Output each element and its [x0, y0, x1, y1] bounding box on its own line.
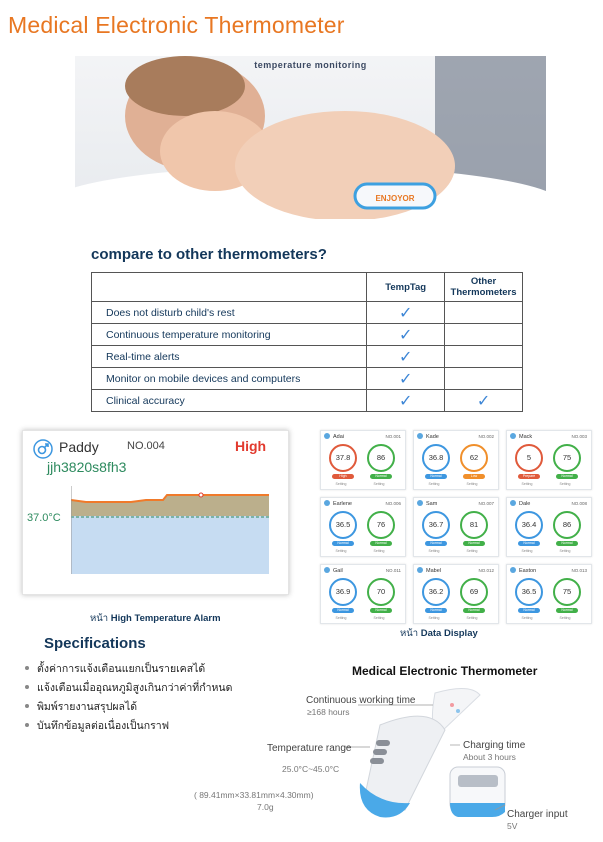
other-check: [445, 346, 523, 368]
hero-image: [75, 56, 546, 219]
temptag-check: ✓: [367, 346, 445, 368]
temptag-check: ✓: [367, 302, 445, 324]
patient-data-card[interactable]: [413, 497, 499, 557]
setting-link[interactable]: Setting: [335, 482, 347, 486]
humidity-gauge: 69: [460, 578, 488, 606]
bullet-icon: [25, 723, 29, 727]
temperature-gauge: 36.7: [422, 511, 450, 539]
setting-link[interactable]: Setting: [466, 482, 478, 486]
patient-data-card[interactable]: [506, 497, 592, 557]
humidity-gauge: 86: [367, 444, 395, 472]
card-number: NO.011: [385, 568, 401, 573]
setting-link[interactable]: Setting: [466, 616, 478, 620]
feature-label: Monitor on mobile devices and computers: [92, 368, 367, 390]
temperature-status: Normal: [332, 541, 354, 546]
card-name: Mack: [519, 434, 533, 440]
alarm-caption: [90, 611, 221, 626]
temperature-gauge: 5: [515, 444, 543, 472]
sleeping-baby-illustration: [75, 56, 546, 219]
setting-link[interactable]: Setting: [373, 549, 385, 553]
humidity-status: Normal: [556, 541, 578, 546]
temperature-gauge: 36.4: [515, 511, 543, 539]
setting-link[interactable]: Setting: [521, 482, 533, 486]
temperature-status: Normal: [425, 541, 447, 546]
humidity-gauge: 62: [460, 444, 488, 472]
card-name: Earlene: [333, 501, 352, 507]
humidity-gauge: 70: [367, 578, 395, 606]
humidity-status: Normal: [463, 608, 485, 613]
temperature-gauge: 36.5: [515, 578, 543, 606]
person-icon: [324, 433, 330, 439]
patient-data-card[interactable]: [320, 430, 406, 490]
bullet-icon: [25, 704, 29, 708]
temperature-status: Normal: [518, 608, 540, 613]
charging-time-label: Charging time: [463, 740, 526, 751]
temperature-status: Normal: [518, 541, 540, 546]
patient-data-card[interactable]: [320, 497, 406, 557]
card-number: NO.003: [571, 434, 587, 439]
patient-data-card[interactable]: [506, 564, 592, 624]
hero-caption: temperature monitoring: [254, 60, 367, 70]
humidity-gauge: 86: [553, 511, 581, 539]
humidity-status: Normal: [556, 608, 578, 613]
charger-input-label: Charger input: [507, 809, 568, 820]
temptag-check: ✓: [367, 324, 445, 346]
card-name: Adai: [333, 434, 345, 440]
list-item: บันทึกข้อมูลต่อเนื่องเป็นกราฟ: [22, 717, 232, 736]
data-display-caption: [400, 626, 478, 641]
temptag-check: ✓: [367, 390, 445, 412]
feature-label: Does not disturb child's rest: [92, 302, 367, 324]
setting-link[interactable]: Setting: [335, 616, 347, 620]
alarm-card: [22, 430, 289, 595]
patient-data-card[interactable]: [413, 430, 499, 490]
card-name: Sam: [426, 501, 438, 507]
person-icon: [510, 500, 516, 506]
setting-link[interactable]: Setting: [335, 549, 347, 553]
specifications-list: [22, 660, 232, 736]
setting-link[interactable]: Setting: [373, 616, 385, 620]
feature-label: Clinical accuracy: [92, 390, 367, 412]
temperature-gauge: 36.5: [329, 511, 357, 539]
alarm-caption-text: High Temperature Alarm: [110, 613, 221, 624]
compare-heading: compare to other thermometers?: [91, 246, 327, 263]
patient-data-card[interactable]: [413, 564, 499, 624]
device-code: jjh3820s8fh3: [47, 459, 127, 475]
card-name: Mabel: [426, 568, 441, 574]
other-check: [445, 302, 523, 324]
person-icon: [324, 567, 330, 573]
patient-data-card[interactable]: [506, 430, 592, 490]
person-icon: [324, 500, 330, 506]
humidity-status: Normal: [556, 474, 578, 479]
device-weight: 7.0g: [257, 802, 274, 812]
setting-link[interactable]: Setting: [428, 616, 440, 620]
setting-link[interactable]: Setting: [373, 482, 385, 486]
alarm-caption-prefix: หน้า: [90, 613, 109, 624]
card-name: Kade: [426, 434, 439, 440]
male-icon: [33, 439, 53, 459]
other-check: [445, 324, 523, 346]
compare-header-other: Other Thermometers: [445, 273, 523, 302]
compare-table: [91, 272, 523, 412]
charger-input-value: 5V: [507, 821, 518, 831]
person-icon: [510, 433, 516, 439]
charging-time-value: About 3 hours: [463, 752, 516, 762]
other-check: [445, 368, 523, 390]
person-icon: [510, 567, 516, 573]
person-icon: [417, 567, 423, 573]
compare-header-temptag: TempTag: [367, 273, 445, 302]
table-row: [92, 324, 523, 346]
hero-brand: ENJOYOR: [375, 194, 415, 203]
working-time-label: Continuous working time: [306, 695, 416, 706]
compare-header-feature: [92, 273, 367, 302]
humidity-gauge: 76: [367, 511, 395, 539]
person-icon: [417, 433, 423, 439]
humidity-status: Normal: [370, 474, 392, 479]
humidity-gauge: 75: [553, 578, 581, 606]
patient-number: NO.004: [127, 440, 165, 452]
card-number: NO.008: [571, 501, 587, 506]
list-item: แจ้งเตือนเมื่ออุณหภูมิสูงเกินกว่าค่าที่กำหนด: [22, 679, 232, 698]
humidity-status: Normal: [370, 541, 392, 546]
table-row: [92, 302, 523, 324]
card-number: NO.001: [385, 434, 401, 439]
temperature-status: Normal: [332, 608, 354, 613]
temperature-gauge: 36.9: [329, 578, 357, 606]
specifications-heading: Specifications: [44, 635, 146, 652]
data-caption-text: Data Display: [420, 628, 478, 639]
patient-data-card[interactable]: [320, 564, 406, 624]
table-row: [92, 368, 523, 390]
card-number: NO.007: [478, 501, 494, 506]
setting-link[interactable]: Setting: [428, 549, 440, 553]
feature-label: Continuous temperature monitoring: [92, 324, 367, 346]
temperature-status: Normal: [425, 608, 447, 613]
setting-link[interactable]: Setting: [559, 549, 571, 553]
temperature-range-label: Temperature range: [267, 743, 352, 754]
data-caption-prefix: หน้า: [400, 628, 419, 639]
humidity-gauge: 81: [460, 511, 488, 539]
humidity-status: Normal: [463, 541, 485, 546]
temperature-gauge: 37.8: [329, 444, 357, 472]
setting-link[interactable]: Setting: [521, 549, 533, 553]
feature-label: Real-time alerts: [92, 346, 367, 368]
card-number: NO.002: [478, 434, 494, 439]
temperature-status: High: [332, 474, 354, 479]
setting-link[interactable]: Setting: [559, 616, 571, 620]
temptag-check: ✓: [367, 368, 445, 390]
page-title: Medical Electronic Thermometer: [8, 12, 345, 38]
card-name: Easton: [519, 568, 537, 574]
card-name: Dale: [519, 501, 531, 507]
temperature-gauge: 36.2: [422, 578, 450, 606]
table-row: [92, 390, 523, 412]
bullet-icon: [25, 666, 29, 670]
device-size: ( 89.41mm×33.81mm×4.30mm): [194, 790, 314, 800]
temperature-graph: [71, 486, 271, 574]
patient-name: Paddy: [59, 439, 99, 455]
bullet-icon: [25, 685, 29, 689]
setting-link[interactable]: Setting: [466, 549, 478, 553]
setting-link[interactable]: Setting: [521, 616, 533, 620]
humidity-status: Normal: [370, 608, 392, 613]
setting-link[interactable]: Setting: [428, 482, 440, 486]
table-row: [92, 346, 523, 368]
card-number: NO.006: [385, 501, 401, 506]
person-icon: [417, 500, 423, 506]
temperature-status: Prepare: [518, 474, 540, 479]
humidity-gauge: 75: [553, 444, 581, 472]
card-name: Gail: [333, 568, 343, 574]
device-title: Medical Electronic Thermometer: [352, 664, 538, 678]
status-badge: High: [235, 438, 267, 454]
card-number: NO.012: [478, 568, 494, 573]
temperature-gauge: 36.8: [422, 444, 450, 472]
humidity-status: Low: [463, 474, 485, 479]
temperature-range-value: 25.0°C~45.0°C: [282, 764, 340, 774]
threshold-label: 37.0°C: [27, 512, 61, 524]
list-item: พิมพ์รายงานสรุปผลได้: [22, 698, 232, 717]
card-number: NO.013: [571, 568, 587, 573]
other-check: ✓: [445, 390, 523, 412]
temperature-status: Normal: [425, 474, 447, 479]
working-time-value: ≥168 hours: [307, 707, 350, 717]
setting-link[interactable]: Setting: [559, 482, 571, 486]
list-item: ตั้งค่าการแจ้งเตือนแยกเป็นรายเคสได้: [22, 660, 232, 679]
